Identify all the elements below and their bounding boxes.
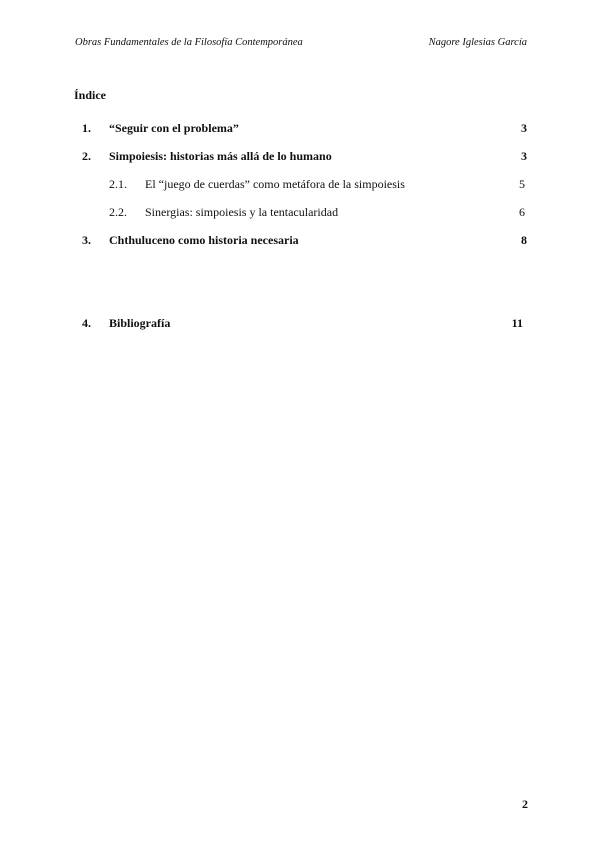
toc-entry-title: Bibliografía xyxy=(109,316,171,330)
toc-entry-1[interactable] xyxy=(0,121,600,137)
toc-entry-number: 4. xyxy=(82,316,91,330)
toc-entry-number: 2.2. xyxy=(109,205,127,219)
toc-entry-page: 11 xyxy=(511,316,523,330)
toc-entry-page: 8 xyxy=(521,233,527,247)
toc-entry-2[interactable] xyxy=(0,149,600,165)
toc-entry-title: Sinergias: simpoiesis y la tentacularidad xyxy=(145,205,339,219)
toc-entry-2-1[interactable] xyxy=(0,177,600,193)
toc-entry-title: “Seguir con el problema” xyxy=(109,121,239,135)
page-number: 2 xyxy=(522,797,528,811)
toc-entry-page: 3 xyxy=(521,121,527,135)
toc-entry-number: 2. xyxy=(82,149,91,163)
toc-entry-page: 5 xyxy=(519,177,525,191)
toc-entry-title: Chthuluceno como historia necesaria xyxy=(109,233,299,247)
toc-entry-title: El “juego de cuerdas” como metáfora de la simpoiesis xyxy=(145,177,405,191)
toc-entry-number: 3. xyxy=(82,233,91,247)
toc-entry-4[interactable] xyxy=(0,316,600,332)
toc-entry-number: 2.1. xyxy=(109,177,127,191)
toc-entry-title: Simpoiesis: historias más allá de lo humano xyxy=(109,149,332,163)
toc-entry-3[interactable] xyxy=(0,233,600,249)
running-header-author: Nagore Iglesias García xyxy=(428,37,527,48)
toc-heading: Índice xyxy=(74,88,107,102)
toc-entry-page: 6 xyxy=(519,205,525,219)
running-header-title: Obras Fundamentales de la Filosofía Contemporánea xyxy=(75,37,303,48)
toc-entry-page: 3 xyxy=(521,149,527,163)
toc-entry-number: 1. xyxy=(82,121,91,135)
toc-entry-2-2[interactable] xyxy=(0,205,600,221)
